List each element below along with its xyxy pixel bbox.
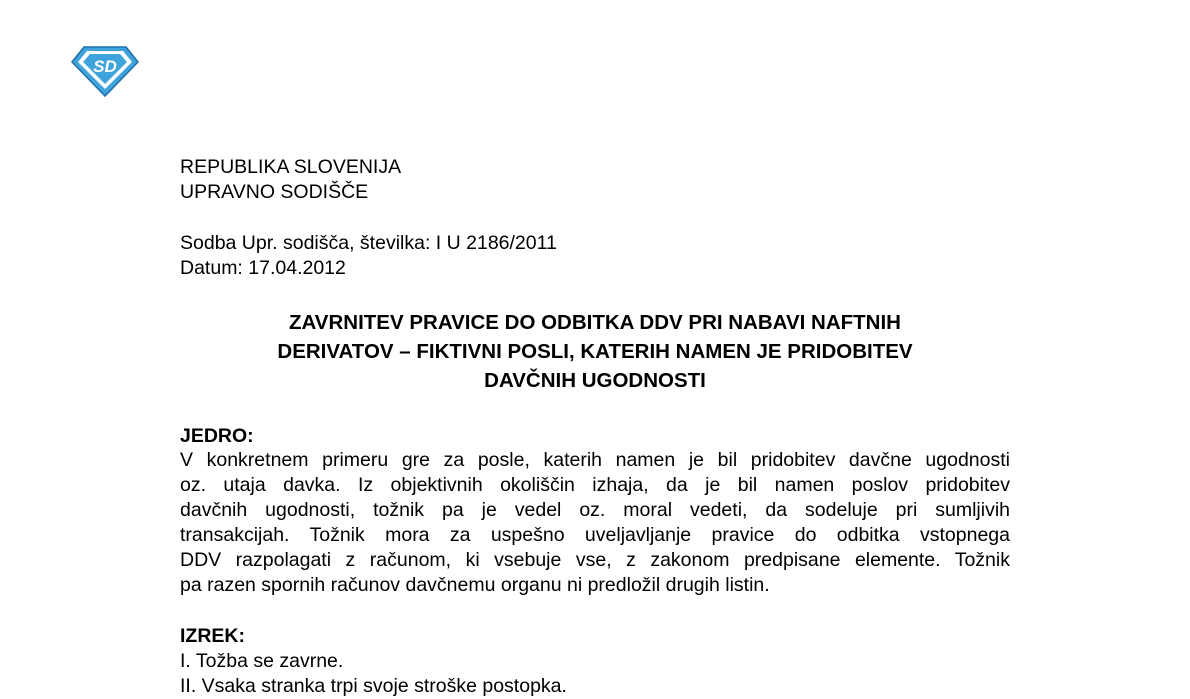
header-court: UPRAVNO SODIŠČE [180, 181, 369, 203]
header-country: REPUBLIKA SLOVENIJA [180, 156, 402, 178]
case-number: Sodba Upr. sodišča, številka: I U 2186/2011 [180, 232, 557, 254]
title-line-3: DAVČNIH UGODNOSTI [484, 369, 706, 392]
title-line-2: DERIVATOV – FIKTIVNI POSLI, KATERIH NAMEN JE PRIDOBITEV [277, 340, 913, 363]
jedro-line: oz. utaja davka. Iz objektivnih okoliščin izhaja, da je bil namen poslov pridobitev [180, 474, 1010, 496]
izrek-heading: IZREK: [180, 625, 245, 647]
case-date: Datum: 17.04.2012 [180, 257, 346, 279]
jedro-line: DDV razpolagati z računom, ki vsebuje vse, z zakonom predpisane elemente. Tožnik [180, 549, 1010, 571]
title-line-1: ZAVRNITEV PRAVICE DO ODBITKA DDV PRI NABAVI NAFTNIH [289, 311, 901, 334]
court-logo [70, 44, 140, 98]
logo-lettering: SD [93, 57, 117, 76]
izrek-list [180, 649, 1010, 699]
izrek-item: I. Tožba se zavrne. [180, 650, 344, 672]
sd-shield-icon [70, 44, 140, 98]
case-meta [180, 231, 1010, 281]
court-header [180, 155, 1010, 205]
izrek-item: II. Vsaka stranka trpi svoje stroške postopka. [180, 675, 567, 697]
jedro-heading: JEDRO: [180, 425, 254, 447]
jedro-line: davčnih ugodnosti, tožnik pa je vedel oz. moral vedeti, da sodeluje pri sumljivih [180, 499, 1010, 521]
jedro-line: pa razen spornih računov davčnemu organu ni predložil drugih listin. [180, 574, 770, 596]
jedro-line: transakcijah. Tožnik mora za uspešno uveljavljanje pravice do odbitka vstopnega [180, 524, 1010, 546]
jedro-paragraph [180, 448, 1010, 598]
jedro-line: V konkretnem primeru gre za posle, katerih namen je bil pridobitev davčne ugodnosti [180, 449, 1010, 471]
document-title [180, 308, 1010, 395]
